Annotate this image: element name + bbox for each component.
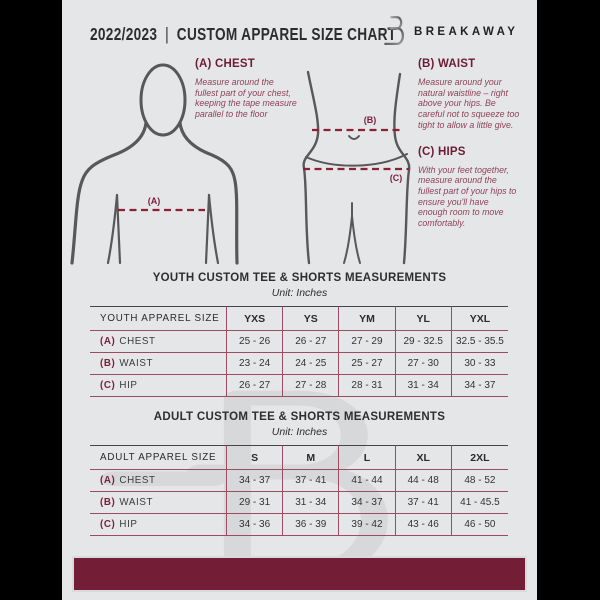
value-cell: 44 - 48	[396, 470, 452, 492]
row-name: HIP	[119, 519, 138, 530]
value-cell: 27 - 28	[283, 375, 339, 397]
value-cell: 32.5 - 35.5	[452, 331, 508, 353]
chest-heading: (A) CHEST	[195, 58, 255, 70]
row-label	[90, 492, 227, 514]
value-cell: 24 - 25	[283, 353, 339, 375]
hips-description: With your feet together, measure around the fullest part of your hips to ensure you'll have enough room to move comfortably.	[418, 164, 517, 229]
value-cell: 36 - 39	[283, 514, 339, 536]
row-label	[90, 514, 227, 536]
value-cell: 25 - 27	[339, 353, 395, 375]
adult-waist-row	[90, 492, 508, 514]
left-letterbox	[0, 0, 62, 600]
hips-heading: (C) HIPS	[418, 145, 466, 158]
row-name: WAIST	[119, 358, 154, 369]
row-name: CHEST	[119, 475, 156, 486]
row-label	[90, 353, 227, 375]
youth-size-table	[90, 306, 508, 397]
adult-col-s: S	[227, 445, 283, 470]
value-cell: 30 - 33	[452, 353, 508, 375]
hip-marker-label: (C)	[389, 173, 403, 183]
right-letterbox	[537, 0, 600, 600]
youth-size-label-header: YOUTH APPAREL SIZE	[90, 306, 227, 331]
adult-section-title: ADULT CUSTOM TEE & SHORTS MEASUREMENTS	[153, 411, 446, 423]
row-name: HIP	[119, 380, 138, 391]
lower-body-figure	[293, 58, 418, 265]
row-label	[90, 375, 227, 397]
waist-heading: (B) WAIST	[418, 58, 476, 70]
value-cell: 37 - 41	[396, 492, 452, 514]
adult-unit-label: Unit: Inches	[271, 426, 328, 438]
value-cell: 27 - 30	[396, 353, 452, 375]
youth-chest-row	[90, 331, 508, 353]
value-cell: 29 - 32.5	[396, 331, 452, 353]
youth-col-yxs: YXS	[227, 306, 283, 331]
youth-unit-label: Unit: Inches	[271, 287, 328, 299]
row-prefix: (B)	[100, 497, 116, 508]
adult-size-label-header: ADULT APPAREL SIZE	[90, 445, 227, 470]
value-cell: 34 - 36	[227, 514, 283, 536]
row-prefix: (C)	[100, 519, 116, 530]
page-title	[90, 24, 396, 45]
value-cell: 41 - 45.5	[452, 492, 508, 514]
row-prefix: (A)	[100, 475, 116, 486]
youth-table-header-row	[90, 306, 508, 331]
value-cell: 48 - 52	[452, 470, 508, 492]
value-cell: 31 - 34	[396, 375, 452, 397]
adult-col-l: L	[339, 445, 395, 470]
value-cell: 34 - 37	[227, 470, 283, 492]
row-label	[90, 470, 227, 492]
adult-col-xl: XL	[396, 445, 452, 470]
row-prefix: (C)	[100, 380, 116, 391]
youth-col-ys: YS	[283, 306, 339, 331]
value-cell: 34 - 37	[452, 375, 508, 397]
head-outline	[141, 65, 185, 135]
adult-chest-row	[90, 470, 508, 492]
youth-waist-row	[90, 353, 508, 375]
row-name: CHEST	[119, 336, 156, 347]
value-cell: 29 - 31	[227, 492, 283, 514]
row-label	[90, 331, 227, 353]
footer-accent-bar	[72, 556, 527, 592]
youth-col-yxl: YXL	[452, 306, 508, 331]
chest-description: Measure around the fullest part of your chest, keeping the tape measure parallel to the floor	[195, 77, 297, 120]
youth-hip-row	[90, 375, 508, 397]
value-cell: 26 - 27	[283, 331, 339, 353]
value-cell: 46 - 50	[452, 514, 508, 536]
title-separator: |	[165, 24, 169, 44]
adult-table-header-row	[90, 445, 508, 470]
hips-outline	[304, 72, 410, 263]
value-cell: 41 - 44	[339, 470, 395, 492]
row-prefix: (A)	[100, 336, 116, 347]
youth-col-yl: YL	[396, 306, 452, 331]
brand-name: BREAKAWAY	[414, 26, 519, 38]
title-text: CUSTOM APPAREL SIZE CHART	[176, 24, 397, 44]
value-cell: 26 - 27	[227, 375, 283, 397]
value-cell: 31 - 34	[283, 492, 339, 514]
adult-size-table	[90, 445, 508, 536]
adult-col-m: M	[283, 445, 339, 470]
value-cell: 37 - 41	[283, 470, 339, 492]
breakaway-b-logo-icon	[380, 14, 407, 47]
value-cell: 28 - 31	[339, 375, 395, 397]
title-year: 2022/2023	[90, 24, 158, 44]
waist-marker-label: (B)	[363, 115, 377, 125]
youth-section-title: YOUTH CUSTOM TEE & SHORTS MEASUREMENTS	[152, 272, 447, 284]
value-cell: 34 - 37	[339, 492, 395, 514]
adult-hip-row	[90, 514, 508, 536]
size-chart-page	[62, 0, 537, 600]
chest-guide	[195, 58, 297, 120]
value-cell: 23 - 24	[227, 353, 283, 375]
youth-col-ym: YM	[339, 306, 395, 331]
value-cell: 43 - 46	[396, 514, 452, 536]
waist-description: Measure around your natural waistline – right above your hips. Be careful not to squeeze too tight to allow a little give.	[418, 77, 520, 130]
value-cell: 27 - 29	[339, 331, 395, 353]
waist-hips-guide	[418, 58, 520, 229]
chest-marker-label: (A)	[147, 196, 161, 206]
row-prefix: (B)	[100, 358, 116, 369]
value-cell: 39 - 42	[339, 514, 395, 536]
adult-col-2xl: 2XL	[452, 445, 508, 470]
value-cell: 25 - 26	[227, 331, 283, 353]
row-name: WAIST	[119, 497, 154, 508]
